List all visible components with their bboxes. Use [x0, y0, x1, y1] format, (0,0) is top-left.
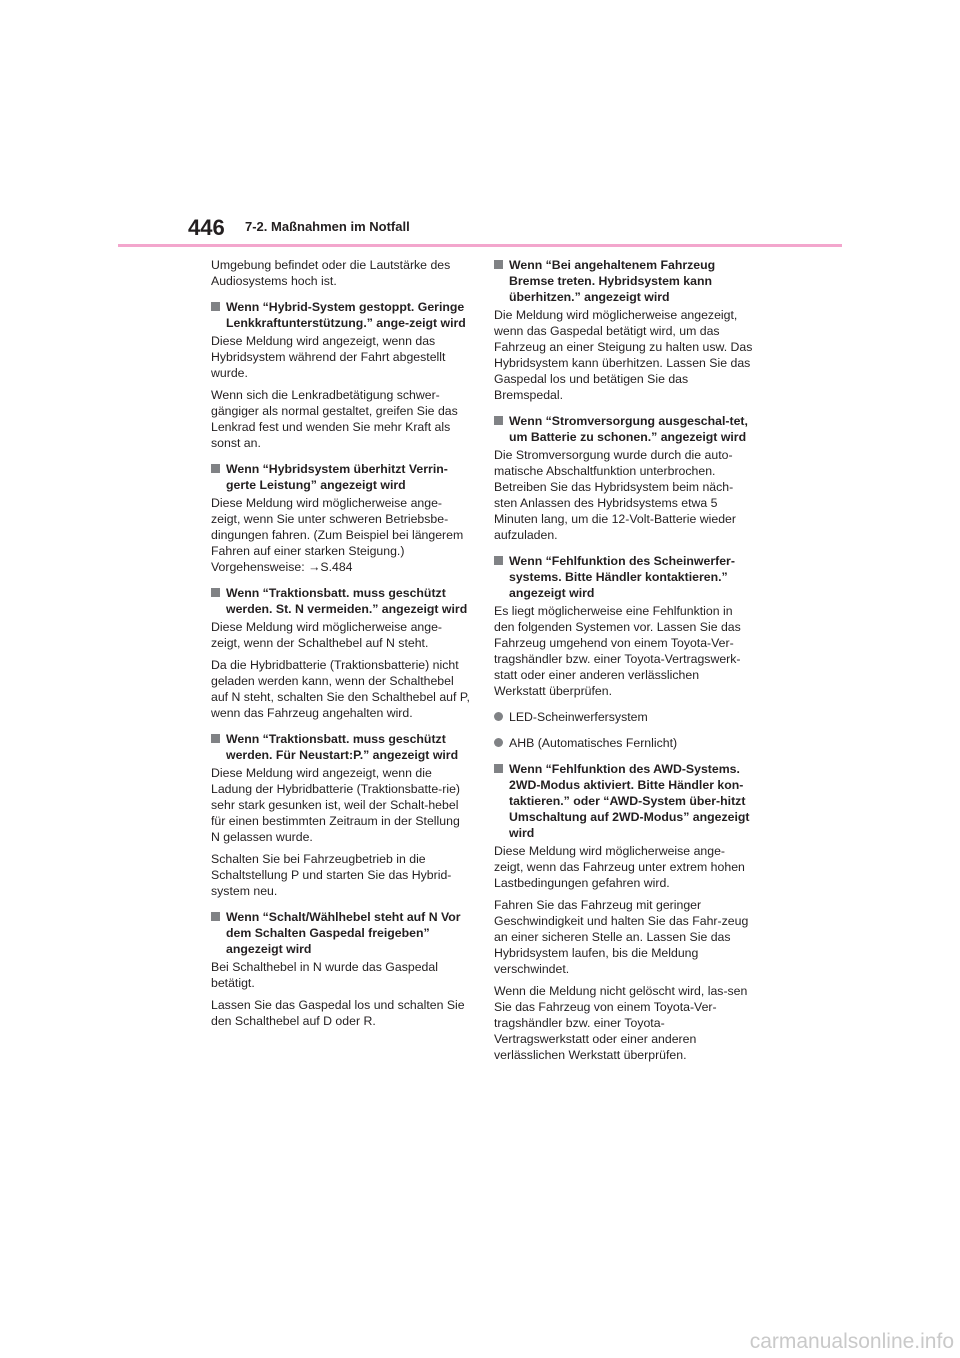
section-title: 7-2. Maßnahmen im Notfall: [245, 219, 410, 234]
square-bullet-icon: [211, 302, 220, 311]
square-bullet-icon: [211, 734, 220, 743]
list-item: LED-Scheinwerfersystem: [494, 709, 754, 725]
paragraph: Schalten Sie bei Fahrzeugbetrieb in die Schaltstellung P und starten Sie das Hybrid-system neu.: [211, 852, 452, 898]
square-bullet-icon: [211, 464, 220, 473]
paragraph: Wenn sich die Lenkradbetätigung schwer-gängiger als normal gestaltet, greifen Sie das Lenkrad fest und wenden Sie mehr Kraft als sonst an.: [211, 388, 458, 450]
square-bullet-icon: [494, 764, 503, 773]
section-heading: Wenn “Fehlfunktion des AWD-Systems. 2WD-Modus aktiviert. Bitte Händler kon-taktieren.” oder “AWD-System über-hitzt Umschaltung auf 2WD-Modus” angezeigt wird: [494, 761, 754, 841]
paragraph: Diese Meldung wird möglicherweise ange-zeigt, wenn das Fahrzeug unter extrem hohen Lastbedingungen gefahren wird.: [494, 844, 745, 890]
paragraph: Die Meldung wird möglicherweise angezeigt, wenn das Gaspedal betätigt wird, um das Fahrzeug an einer Steigung zu halten usw. Das Hybridsystem kann überhitzen. Lassen Sie das Gaspedal los und betätigen Sie das Bremspedal.: [494, 308, 753, 402]
page-number: 446: [188, 215, 225, 240]
right-column: [494, 257, 754, 1069]
paragraph: Diese Meldung wird angezeigt, wenn das Hybridsystem während der Fahrt abgestellt wurde.: [211, 334, 446, 380]
paragraph: Bei Schalthebel in N wurde das Gaspedal betätigt.: [211, 960, 438, 990]
section-heading: Wenn “Hybridsystem überhitzt Verrin-gerte Leistung” angezeigt wird: [211, 461, 471, 493]
section-heading: Wenn “Schalt/Wählhebel steht auf N Vor dem Schalten Gaspedal freigeben” angezeigt wird: [211, 909, 471, 957]
paragraph: Diese Meldung wird möglicherweise ange-zeigt, wenn der Schalthebel auf N steht.: [211, 620, 443, 650]
paragraph: Lassen Sie das Gaspedal los und schalten Sie den Schalthebel auf D oder R.: [211, 998, 465, 1028]
intro-paragraph: Umgebung befindet oder die Lautstärke des Audiosystems hoch ist.: [211, 258, 451, 288]
section-heading: Wenn “Traktionsbatt. muss geschützt werden. St. N vermeiden.” angezeigt wird: [211, 585, 471, 617]
round-bullet-icon: [494, 738, 503, 747]
section-heading: Wenn “Fehlfunktion des Scheinwerfer-systems. Bitte Händler kontaktieren.” angezeigt wird: [494, 553, 754, 601]
paragraph: Die Stromversorgung wurde durch die auto-matische Abschaltfunktion unterbrochen. Betreiben Sie das Hybridsystem beim näch-sten Anlassen des Hybridsystems etwa 5 Minuten lang, um die 12-Volt-Batterie wieder aufzuladen.: [494, 448, 736, 542]
section-heading: Wenn “Hybrid-System gestoppt. Geringe Lenkkraftunterstützung.” ange-zeigt wird: [211, 299, 471, 331]
round-bullet-icon: [494, 712, 503, 721]
square-bullet-icon: [494, 260, 503, 269]
paragraph: Diese Meldung wird möglicherweise ange-zeigt, wenn Sie unter schweren Betriebsbe-dingungen fahren. (Zum Beispiel bei längerem Fahren auf einer starken Steigung.) Vorgehensweise: →S.484: [211, 496, 464, 574]
paragraph: Da die Hybridbatterie (Traktionsbatterie) nicht geladen werden kann, wenn der Schalthebel auf N steht, schalten Sie den Schalthebel auf P, wenn das Fahrzeug angehalten wird.: [211, 658, 470, 720]
square-bullet-icon: [494, 416, 503, 425]
paragraph: Wenn die Meldung nicht gelöscht wird, las-sen Sie das Fahrzeug von einem Toyota-Ver-tragshändler bzw. einer Toyota-Vertragswerkstatt oder einer anderen verlässlichen Werkstatt überprüfen.: [494, 984, 748, 1062]
section-heading: Wenn “Bei angehaltenem Fahrzeug Bremse treten. Hybridsystem kann überhitzen.” angezeigt wird: [494, 257, 754, 305]
paragraph: Diese Meldung wird angezeigt, wenn die Ladung der Hybridbatterie (Traktionsbatte-rie) sehr stark gesunken ist, weil der Schalt-hebel für einen bestimmten Zeitraum in der Stellung N gelassen wurde.: [211, 766, 461, 844]
square-bullet-icon: [211, 588, 220, 597]
header-rule: [118, 244, 842, 247]
watermark: carmanualsonline.info: [749, 1330, 954, 1353]
list-item: AHB (Automatisches Fernlicht): [494, 735, 754, 751]
paragraph: Fahren Sie das Fahrzeug mit geringer Geschwindigkeit und halten Sie das Fahr-zeug an einer sicheren Stelle an. Lassen Sie das Hybridsystem laufen, bis die Meldung verschwindet.: [494, 898, 749, 976]
section-heading: Wenn “Stromversorgung ausgeschal-tet, um Batterie zu schonen.” angezeigt wird: [494, 413, 754, 445]
left-column: [211, 257, 471, 1035]
paragraph: Es liegt möglicherweise eine Fehlfunktion in den folgenden Systemen vor. Lassen Sie das Fahrzeug umgehend von einem Toyota-Ver-tragshändler bzw. einer Toyota-Vertragswerk-statt oder einer anderen verlässlichen Werkstatt überprüfen.: [494, 604, 741, 698]
section-heading: Wenn “Traktionsbatt. muss geschützt werden. Für Neustart:P.” angezeigt wird: [211, 731, 471, 763]
square-bullet-icon: [211, 912, 220, 921]
square-bullet-icon: [494, 556, 503, 565]
